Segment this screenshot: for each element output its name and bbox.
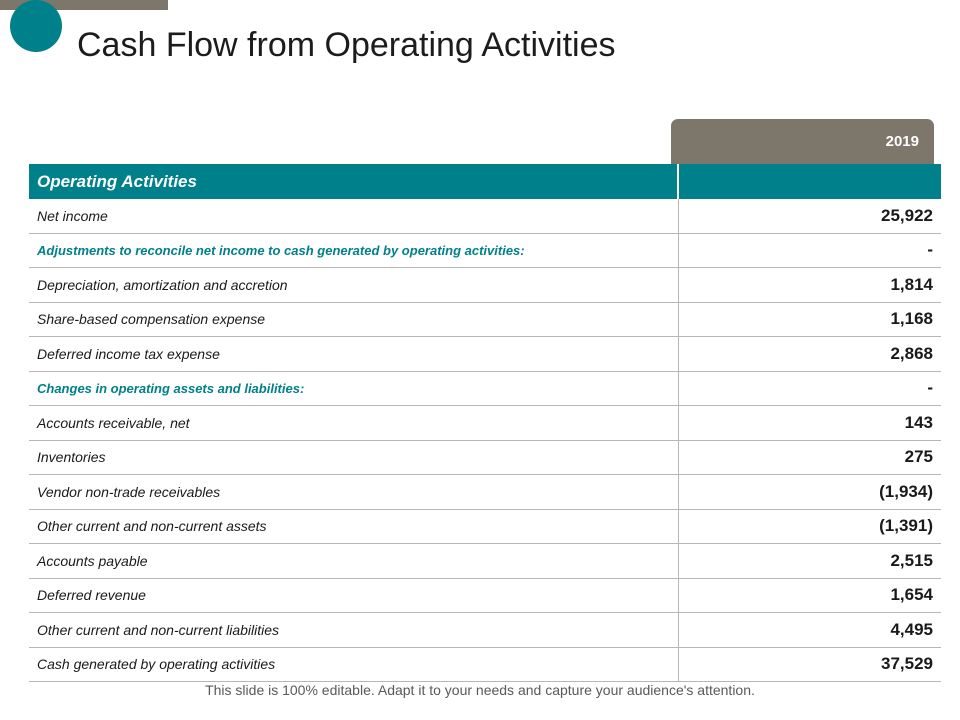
cash-flow-table: [29, 164, 941, 682]
row-label: Accounts payable: [29, 544, 678, 579]
table-row: [29, 268, 941, 303]
row-value: 1,654: [678, 578, 941, 613]
table-row: [29, 440, 941, 475]
row-value: 275: [678, 440, 941, 475]
table-row-subheader: [29, 233, 941, 268]
row-value: 2,515: [678, 544, 941, 579]
row-label: Accounts receivable, net: [29, 406, 678, 441]
row-value: 37,529: [678, 647, 941, 682]
row-label: Changes in operating assets and liabilities:: [29, 371, 678, 406]
section-label: Operating Activities: [29, 164, 678, 199]
row-value: 2,868: [678, 337, 941, 372]
row-value: 4,495: [678, 613, 941, 648]
row-label: Deferred income tax expense: [29, 337, 678, 372]
table-row-total: [29, 647, 941, 682]
table-row: [29, 337, 941, 372]
row-label: Other current and non-current assets: [29, 509, 678, 544]
row-label: Cash generated by operating activities: [29, 647, 678, 682]
section-value-cell: [678, 164, 941, 199]
row-label: Depreciation, amortization and accretion: [29, 268, 678, 303]
row-value: (1,391): [678, 509, 941, 544]
row-value: 1,168: [678, 302, 941, 337]
page-title: Cash Flow from Operating Activities: [77, 26, 616, 64]
table-row: [29, 544, 941, 579]
table-row: [29, 613, 941, 648]
year-label: 2019: [885, 133, 919, 150]
table-row: [29, 475, 941, 510]
table-row-subheader: [29, 371, 941, 406]
row-label: Vendor non-trade receivables: [29, 475, 678, 510]
table-row: [29, 406, 941, 441]
row-label: Other current and non-current liabilities: [29, 613, 678, 648]
row-value: (1,934): [678, 475, 941, 510]
row-value: -: [678, 233, 941, 268]
section-header-row: [29, 164, 941, 199]
row-value: 1,814: [678, 268, 941, 303]
row-value: -: [678, 371, 941, 406]
year-column-header: [671, 119, 934, 164]
table-row: [29, 199, 941, 233]
row-label: Net income: [29, 199, 678, 233]
table-row: [29, 509, 941, 544]
table-row: [29, 302, 941, 337]
row-value: 143: [678, 406, 941, 441]
table-row: [29, 578, 941, 613]
row-label: Adjustments to reconcile net income to cash generated by operating activities:: [29, 233, 678, 268]
row-label: Share-based compensation expense: [29, 302, 678, 337]
row-label: Deferred revenue: [29, 578, 678, 613]
row-value: 25,922: [678, 199, 941, 233]
footer-note: This slide is 100% editable. Adapt it to your needs and capture your audience's attention.: [205, 682, 755, 698]
decorative-circle: [10, 0, 62, 52]
row-label: Inventories: [29, 440, 678, 475]
